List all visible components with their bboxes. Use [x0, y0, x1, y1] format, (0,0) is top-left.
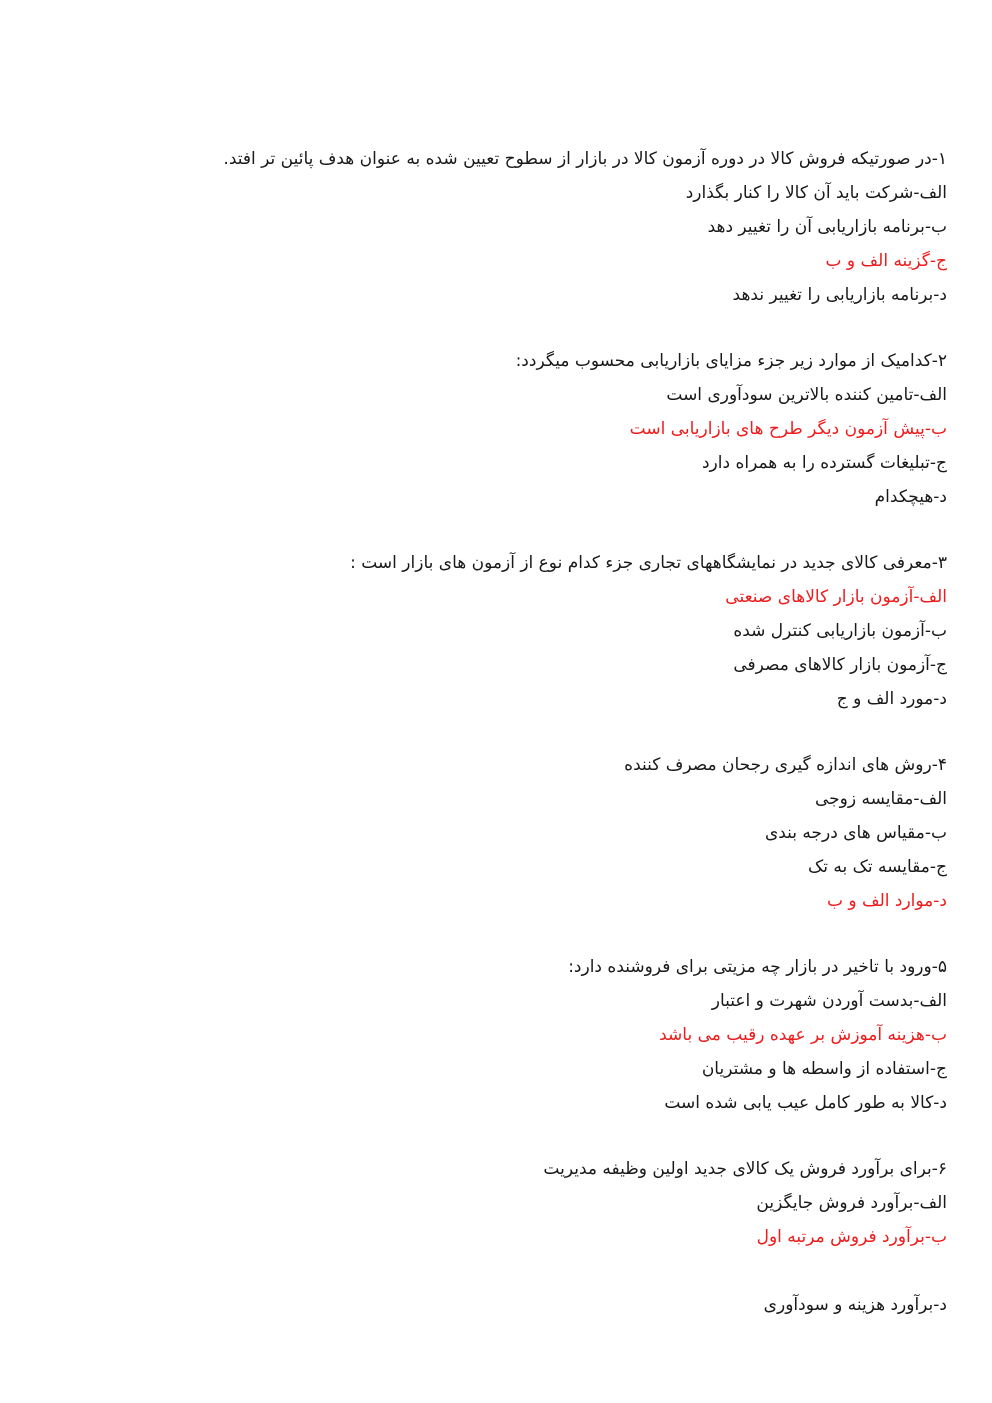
- option-c: ج-تبلیغات گسترده را به همراه دارد: [701, 453, 947, 473]
- option-d: د-برآورد هزینه و سودآوری: [763, 1295, 947, 1315]
- option-c: ج-مقایسه تک به تک: [808, 857, 947, 877]
- question-stem: ۵-ورود با تاخیر در بازار چه مزیتی برای فروشنده دارد:: [568, 957, 947, 977]
- option-a: الف-مقایسه زوجی: [814, 789, 947, 809]
- option-a-correct: الف-آزمون بازار کالاهای صنعتی: [725, 587, 947, 607]
- question-5: [187, 950, 947, 1120]
- option-d-correct: د-موارد الف و ب: [826, 891, 947, 911]
- question-6: [187, 1152, 947, 1322]
- option-b-correct: ب-پیش آزمون دیگر طرح های بازاریابی است: [629, 419, 947, 439]
- option-b: ب-برنامه بازاریابی آن را تغییر دهد: [707, 217, 947, 237]
- question-stem: ۴-روش های اندازه گیری رجحان مصرف کننده: [624, 755, 947, 775]
- question-stem: ۲-کدامیک از موارد زیر جزء مزایای بازاریابی محسوب میگردد:: [515, 351, 947, 371]
- question-stem: ۱-در صورتیکه فروش کالا در دوره آزمون کالا در بازار از سطوح تعیین شده به عنوان هدف پائین تر افتد.: [223, 149, 947, 169]
- option-d: د-برنامه بازاریابی را تغییر ندهد: [732, 285, 947, 305]
- option-b: ب-مقیاس های درجه بندی: [764, 823, 947, 843]
- blank-line: [187, 1254, 947, 1288]
- question-3: [187, 546, 947, 716]
- option-d: د-مورد الف و ج: [836, 689, 947, 709]
- option-c: ج-آزمون بازار کالاهای مصرفی: [733, 655, 947, 675]
- option-a: الف-تامین کننده بالاترین سودآوری است: [666, 385, 947, 405]
- option-d: د-کالا به طور کامل عیب یابی شده است: [664, 1093, 947, 1113]
- option-b-correct: ب-هزینه آموزش بر عهده رقیب می باشد: [659, 1025, 947, 1045]
- option-b-correct: ب-برآورد فروش مرتبه اول: [756, 1227, 947, 1247]
- option-c-correct: ج-گزینه الف و ب: [825, 251, 947, 271]
- question-1: [187, 142, 947, 312]
- option-a: الف-شرکت باید آن کالا را کنار بگذارد: [685, 183, 947, 203]
- question-4: [187, 748, 947, 918]
- question-2: [187, 344, 947, 514]
- question-stem: ۳-معرفی کالای جدید در نمایشگاههای تجاری جزء کدام نوع از آزمون های بازار است :: [350, 553, 947, 573]
- option-c: ج-استفاده از واسطه ها و مشتریان: [701, 1059, 947, 1079]
- question-stem: ۶-برای برآورد فروش یک کالای جدید اولین وظیفه مدیریت: [543, 1159, 947, 1179]
- option-d: د-هیچکدام: [874, 487, 947, 507]
- option-a: الف-برآورد فروش جایگزین: [756, 1193, 947, 1213]
- question-list: [187, 142, 947, 1322]
- option-b: ب-آزمون بازاریابی کنترل شده: [733, 621, 947, 641]
- option-a: الف-بدست آوردن شهرت و اعتبار: [711, 991, 947, 1011]
